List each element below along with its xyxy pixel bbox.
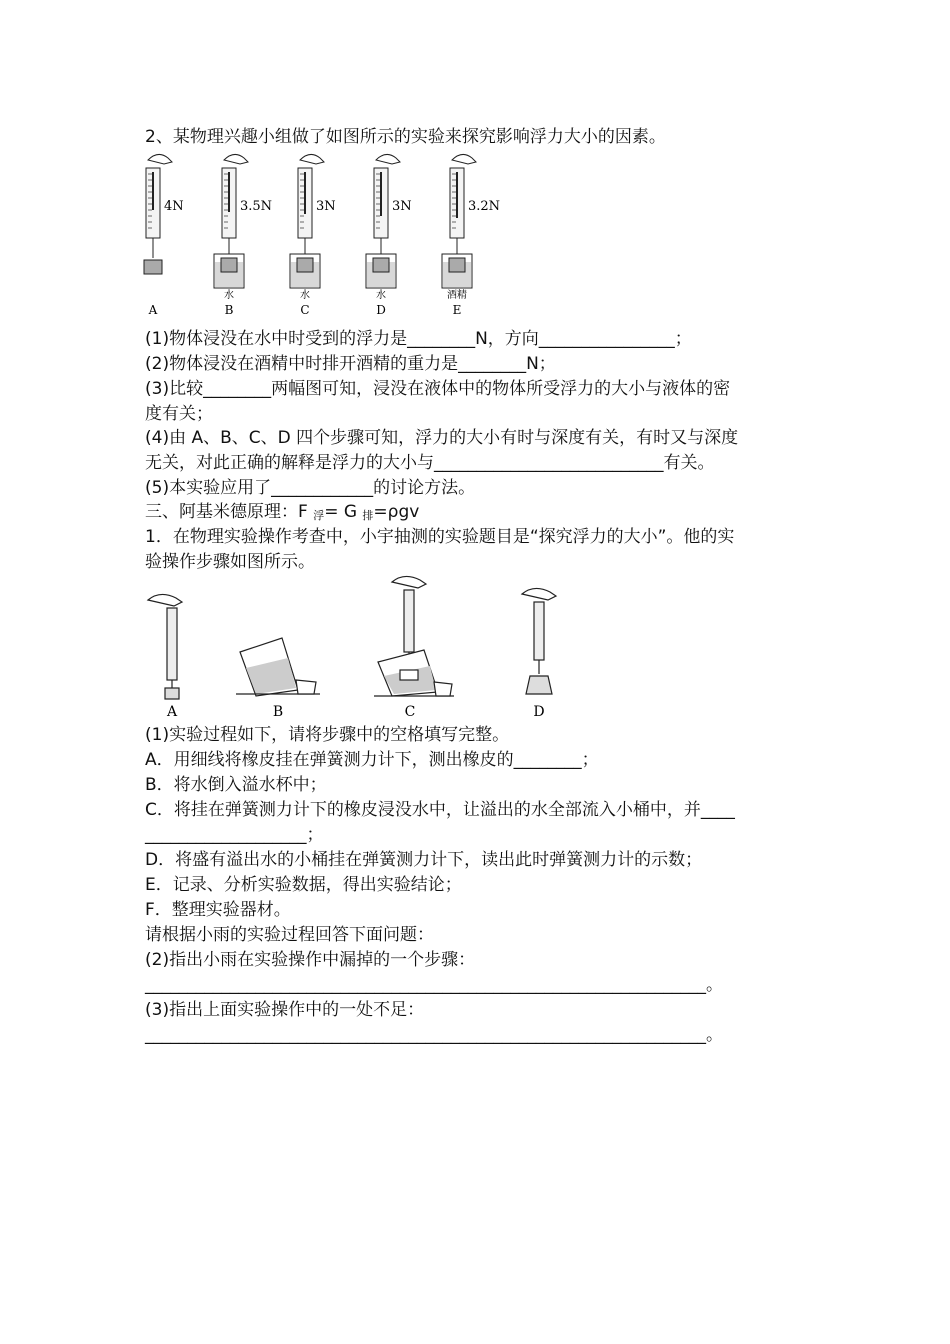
reading-label-E: 3.2N	[468, 199, 501, 214]
overflow-experiment-figure	[138, 572, 578, 720]
reading-label-A: 4N	[164, 199, 184, 214]
step-label-C: C	[300, 303, 310, 317]
section3-heading: 三、阿基米德原理：F $_浮$= G $_排$=ρgv	[145, 502, 420, 522]
q1-step-b: B．将水倒入溢水杯中；	[145, 775, 327, 795]
q1-step-e: E．记录、分析实验数据，得出实验结论；	[145, 875, 462, 895]
q1-step-a: A．用细线将橡皮挂在弹簧测力计下，测出橡皮的________；	[145, 750, 599, 770]
q1-prompt: 请根据小雨的实验过程回答下面问题：	[145, 925, 434, 945]
q2-title: 2、某物理兴趣小组做了如图所示的实验来探究影响浮力大小的因素。	[145, 127, 666, 147]
spring-scale-B	[214, 154, 272, 317]
spring-scale-E	[442, 154, 500, 317]
q2-item-1: (1)物体浸没在水中时受到的浮力是________N，方向________________；	[145, 329, 692, 349]
q1-item-3-blank: __________________________________________________________________。	[145, 1025, 723, 1045]
q2-item-3: (3)比较________两幅图可知，浸没在液体中的物体所受浮力的大小与液体的密	[145, 379, 731, 399]
q1-intro-2: 验操作步骤如图所示。	[145, 552, 315, 572]
step-label-D: D	[376, 303, 386, 317]
step-label-A: A	[148, 303, 158, 317]
q1-item-2-blank: __________________________________________________________________。	[145, 975, 723, 995]
step-label-E: E	[452, 303, 462, 317]
q1-step-c: C．将挂在弹簧测力计下的橡皮浸没水中，让溢出的水全部流入小桶中，并____	[145, 800, 735, 820]
reading-label-B: 3.5N	[240, 199, 273, 214]
q1-step-f: F．整理实验器材。	[145, 900, 291, 920]
q2-item-3-cont: 度有关；	[145, 404, 213, 424]
step-label-B: B	[224, 303, 234, 317]
q2-item-5: (5)本实验应用了____________的讨论方法。	[145, 478, 476, 498]
q2-item-2: (2)物体浸没在酒精中时排开酒精的重力是________N；	[145, 354, 556, 374]
reading-label-D: 3N	[392, 199, 412, 214]
q1-intro-1: 1．在物理实验操作考查中，小宇抽测的实验题目是“探究浮力的大小”。他的实	[145, 527, 735, 547]
fig2-label-A: A	[166, 704, 178, 720]
spring-scale-D	[366, 154, 412, 317]
liquid-label-D: 水	[376, 290, 386, 301]
spring-scale-A	[144, 154, 184, 317]
fig2-label-B: B	[272, 704, 284, 720]
reading-label-C: 3N	[316, 199, 336, 214]
q2-item-4: (4)由 A、B、C、D 四个步骤可知，浮力的大小有时与深度有关，有时又与深度	[145, 428, 739, 448]
q1-step-d: D．将盛有溢出水的小桶挂在弹簧测力计下，读出此时弹簧测力计的示数；	[145, 850, 703, 870]
fig2-label-D: D	[533, 704, 545, 720]
spring-scale-figure	[138, 150, 518, 320]
q1-step-c-cont: ___________________；	[145, 825, 324, 845]
q1-item-2: (2)指出小雨在实验操作中漏掉的一个步骤：	[145, 950, 476, 970]
q2-item-4-cont: 无关，对此正确的解释是浮力的大小与___________________________有关。	[145, 453, 715, 473]
q1-item-1: (1)实验过程如下，请将步骤中的空格填写完整。	[145, 725, 510, 745]
liquid-label-C: 水	[300, 290, 310, 301]
liquid-label-E: 酒精	[447, 290, 467, 301]
fig2-label-C: C	[404, 704, 416, 720]
q1-item-3: (3)指出上面实验操作中的一处不足：	[145, 1000, 425, 1020]
liquid-label-B: 水	[224, 290, 234, 301]
spring-scale-C	[290, 154, 336, 317]
